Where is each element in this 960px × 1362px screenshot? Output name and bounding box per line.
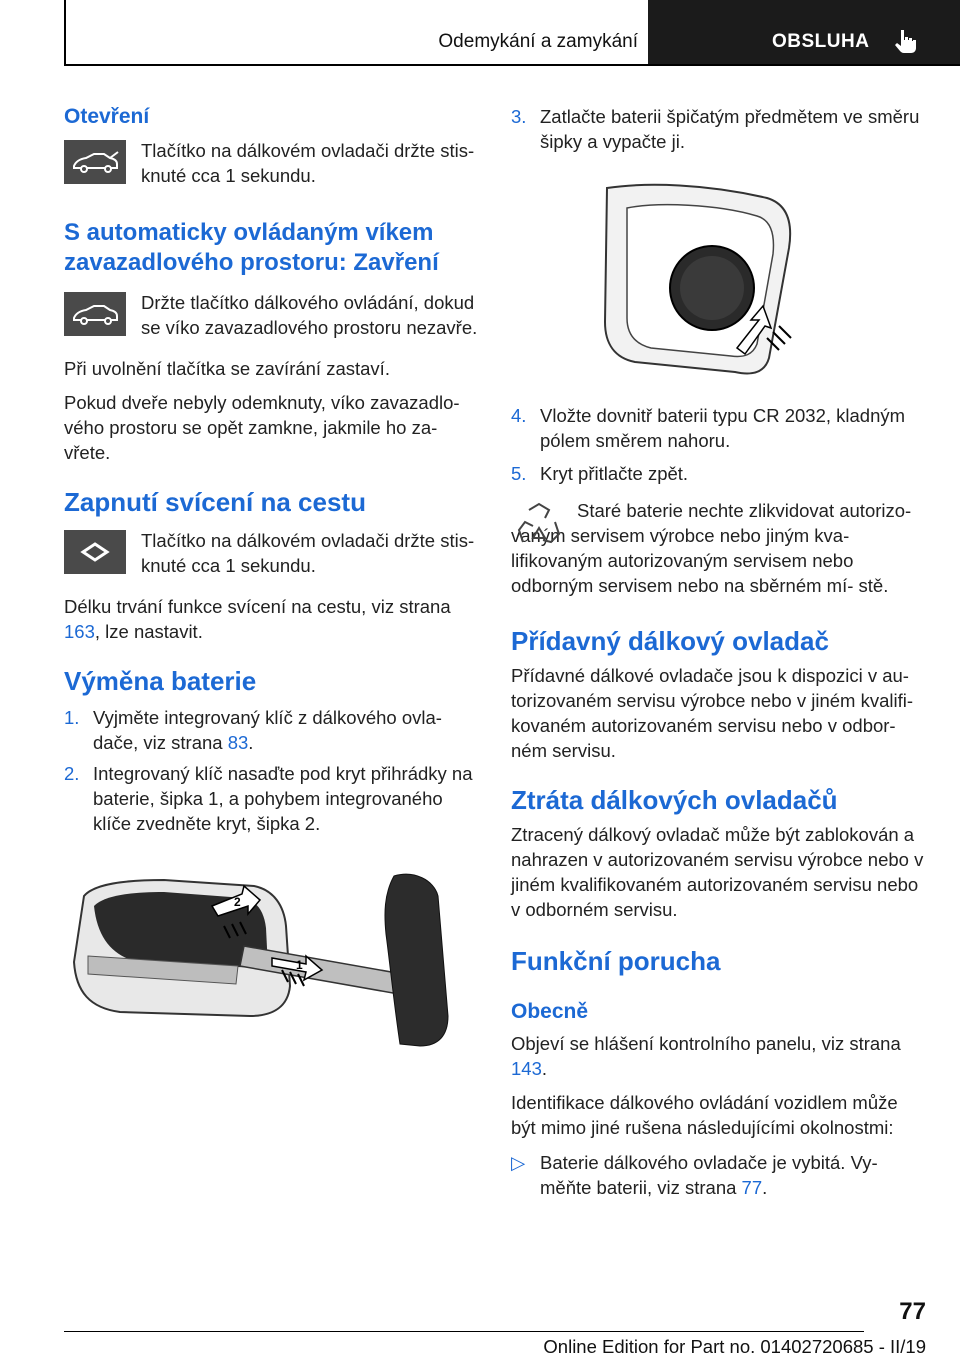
text-pridavny: Přídavné dálkové ovladače jsou k dispozici v au‐ torizovaném servisu výrobce nebo v jiném kvalifi‐ kovaném autorizovaném servisu nebo v odbor‐ ném servisu. bbox=[511, 665, 914, 761]
heading-obecne: Obecně bbox=[511, 1000, 589, 1023]
recycle-note bbox=[511, 498, 927, 598]
figure-battery-removal bbox=[587, 178, 927, 383]
step-4-number: 4. bbox=[511, 405, 527, 426]
text-objevi: Objeví se hlášení kontrolního panelu, viz strana 143. bbox=[511, 1033, 901, 1079]
heading-oteveni: Otevření bbox=[64, 105, 150, 128]
arrow-1-label: 1 bbox=[296, 958, 303, 972]
link-page-83[interactable]: 83 bbox=[227, 732, 249, 753]
link-page-163[interactable]: 163 bbox=[64, 621, 95, 642]
header-chapter bbox=[648, 0, 960, 66]
oteveni-row bbox=[64, 138, 480, 190]
text-ztrata: Ztracený dálkový ovladač může být zablokován a nahrazen v autorizovaném servisu výrobce nebo v jiném kvalifikovaném autorizovaném servisu nebo v odborném servisu. bbox=[511, 824, 924, 920]
text-uvolneni: Při uvolnění tlačítka se zavírání zastaví. bbox=[64, 358, 390, 379]
text-auto-trunk: Držte tlačítko dálkového ovládání, dokud se víko zavazadlového prostoru nezavře. bbox=[141, 292, 478, 338]
figure-key-battery-open bbox=[64, 866, 480, 1066]
heading-auto-trunk: S automaticky ovládaným víkem zavazadlového prostoru: Zavření bbox=[64, 219, 439, 276]
link-page-77[interactable]: 77 bbox=[741, 1177, 763, 1198]
text-ident: Identifikace dálkového ovládání vozidlem může být mimo jiné rušena následujícími okolnostmi: bbox=[511, 1092, 898, 1138]
auto-trunk-row bbox=[64, 290, 480, 342]
step-1-number: 1. bbox=[64, 707, 80, 728]
step-5-number: 5. bbox=[511, 463, 527, 484]
heading-porucha: Funkční porucha bbox=[511, 946, 721, 976]
step-1: 1. Vyjměte integrovaný klíč z dálkového ovla‐ dače, viz strana 83. bbox=[64, 707, 442, 753]
text-svit: Tlačítko na dálkovém ovladači držte stis‐ knuté cca 1 sekundu. bbox=[141, 530, 475, 576]
bullet-triangle-icon: ▷ bbox=[511, 1152, 526, 1173]
step-5: 5. Kryt přitlačte zpět. bbox=[511, 463, 689, 484]
text-delka: Délku trvání funkce svícení na cestu, viz strana 163, lze nastavit. bbox=[64, 596, 451, 642]
link-page-143[interactable]: 143 bbox=[511, 1058, 542, 1079]
step-3: 3. Zatlačte baterii špičatým předmětem ve směru šipky a vypačte ji. bbox=[511, 106, 920, 152]
step-2: 2. Integrovaný klíč nasaďte pod kryt přihrádky na baterie, šipka 1, a pohybem integrovaného klíče zvedněte kryt, šipka 2. bbox=[64, 763, 473, 834]
trunk-close-icon bbox=[64, 292, 126, 336]
footer-edition: Online Edition for Part no. 01402720685 - II/19 bbox=[543, 1336, 926, 1357]
arrow-2-label: 2 bbox=[234, 895, 241, 909]
heading-svit: Zapnutí svícení na cestu bbox=[64, 487, 366, 517]
left-column bbox=[64, 104, 480, 1066]
footer-rule bbox=[64, 1331, 864, 1332]
header-rule bbox=[64, 64, 960, 66]
svit-row bbox=[64, 528, 480, 580]
step-2-number: 2. bbox=[64, 763, 80, 784]
right-column bbox=[511, 104, 927, 1200]
header-section-title: Odemykání a zamykání bbox=[438, 31, 638, 52]
step-4: 4. Vložte dovnitř baterii typu CR 2032, kladným pólem směrem nahoru. bbox=[511, 405, 906, 451]
bullet-battery: ▷ Baterie dálkového ovladače je vybitá. Vy‐ měňte baterii, viz strana 77. bbox=[511, 1152, 878, 1198]
step-3-number: 3. bbox=[511, 106, 527, 127]
diamond-icon bbox=[64, 530, 126, 574]
text-oteveni: Tlačítko na dálkovém ovladači držte stis‐ knuté cca 1 sekundu. bbox=[141, 140, 475, 186]
heading-vymena: Výměna baterie bbox=[64, 666, 257, 696]
heading-pridavny: Přídavný dálkový ovladač bbox=[511, 626, 829, 656]
hand-pointer-icon bbox=[892, 28, 918, 54]
text-recycle: Staré baterie nechte zlikvidovat autorizo‐ vaným servisem výrobce nebo jiným kva‐ lifikovaným autorizovaným servisem nebo odborným servisem nebo na sběrném mí‐ stě. bbox=[511, 500, 912, 596]
page-number: 77 bbox=[899, 1298, 926, 1325]
recycle-icon bbox=[511, 498, 567, 554]
heading-ztrata: Ztráta dálkových ovladačů bbox=[511, 785, 838, 815]
trunk-open-icon bbox=[64, 140, 126, 184]
text-pokud: Pokud dveře nebyly odemknuty, víko zavazadlo‐ vého prostoru se opět zamkne, jakmile ho za‐ vřete. bbox=[64, 392, 460, 463]
header-chapter-label: OBSLUHA bbox=[772, 31, 870, 52]
